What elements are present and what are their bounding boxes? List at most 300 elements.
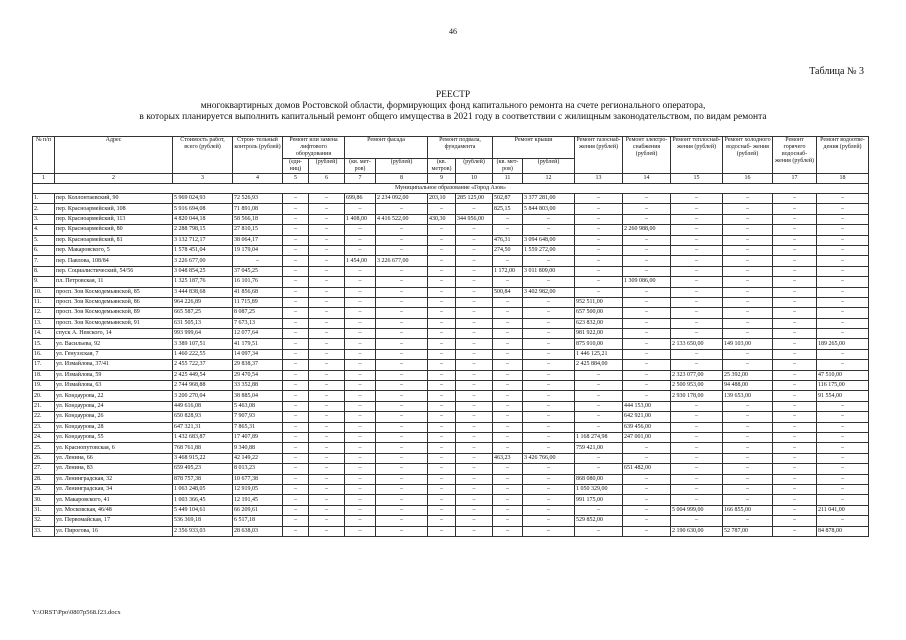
value-cell: – (309, 349, 345, 359)
value-cell: – (376, 235, 428, 245)
value-cell: 12 077,64 (233, 329, 283, 339)
table-row (33, 474, 869, 484)
value-cell: – (428, 474, 456, 484)
value-cell: – (493, 308, 523, 318)
value-cell: – (773, 401, 817, 411)
value-cell: – (817, 287, 869, 297)
header-gas: Ремонт газоснаб- жения (рублей) (575, 137, 623, 174)
address-cell: ул. Кондаурова, 55 (55, 432, 173, 442)
value-cell: – (345, 204, 376, 214)
value-cell: – (309, 287, 345, 297)
value-cell: – (376, 526, 428, 536)
value-cell: – (309, 256, 345, 266)
value-cell: 623 832,00 (575, 318, 623, 328)
value-cell: – (623, 505, 671, 515)
subheader-rub: (рублей) (376, 159, 428, 174)
value-cell: 6 517,18 (233, 516, 283, 526)
value-cell: – (456, 422, 493, 432)
value-cell: – (817, 277, 869, 287)
value-cell: 2 133 650,00 (671, 339, 723, 349)
value-cell: – (456, 204, 493, 214)
value-cell: – (817, 349, 869, 359)
header-roof: Ремонт крыши (493, 137, 575, 159)
value-cell: 3 389 107,51 (173, 339, 233, 349)
value-cell: – (493, 256, 523, 266)
value-cell: – (376, 287, 428, 297)
address-cell: пер. Социалистический, 54/56 (55, 266, 173, 276)
value-cell: – (309, 235, 345, 245)
value-cell: – (623, 495, 671, 505)
value-cell: – (309, 329, 345, 339)
value-cell: – (817, 266, 869, 276)
value-cell: – (493, 391, 523, 401)
value-cell: – (428, 266, 456, 276)
value-cell: – (671, 401, 723, 411)
value-cell: – (723, 266, 773, 276)
value-cell: – (493, 443, 523, 453)
value-cell: – (309, 225, 345, 235)
value-cell: – (233, 256, 283, 266)
value-cell: 9 340,88 (233, 443, 283, 453)
value-cell: 7 673,13 (233, 318, 283, 328)
value-cell: 1 578 451,04 (173, 245, 233, 255)
value-cell: – (309, 453, 345, 463)
value-cell: – (523, 412, 575, 422)
value-cell: – (773, 391, 817, 401)
value-cell: 66 209,61 (233, 505, 283, 515)
value-cell: – (723, 204, 773, 214)
value-cell: 981 922,00 (575, 329, 623, 339)
value-cell: – (376, 422, 428, 432)
value-cell: 5 004 999,00 (671, 505, 723, 515)
address-cell: ул. Пирогова, 16 (55, 526, 173, 536)
value-cell: 1 559 272,00 (523, 245, 575, 255)
value-cell: – (456, 412, 493, 422)
value-cell: – (456, 453, 493, 463)
value-cell: – (309, 495, 345, 505)
row-number-cell: 3. (33, 214, 55, 224)
address-cell: ул. Измайлова, 37/41 (55, 360, 173, 370)
value-cell: – (345, 245, 376, 255)
column-number: 6 (309, 174, 345, 184)
column-number: 14 (623, 174, 671, 184)
value-cell: – (309, 516, 345, 526)
address-cell: ул. Ленинградская, 32 (55, 474, 173, 484)
value-cell: 500,84 (493, 287, 523, 297)
address-cell: пер. Красноармейский, 108 (55, 204, 173, 214)
value-cell: – (623, 391, 671, 401)
value-cell: 3 011 809,00 (523, 266, 575, 276)
value-cell: – (456, 474, 493, 484)
value-cell: – (345, 370, 376, 380)
value-cell: 41 856,68 (233, 287, 283, 297)
value-cell: – (376, 339, 428, 349)
value-cell: – (575, 412, 623, 422)
value-cell: – (493, 318, 523, 328)
value-cell: – (345, 453, 376, 463)
value-cell: – (671, 474, 723, 484)
value-cell: – (493, 339, 523, 349)
value-cell: – (623, 194, 671, 204)
value-cell: – (671, 245, 723, 255)
value-cell: – (345, 484, 376, 494)
value-cell: – (817, 443, 869, 453)
row-number-cell: 13. (33, 318, 55, 328)
address-cell: ул. Кондаурова, 28 (55, 422, 173, 432)
column-number: 13 (575, 174, 623, 184)
value-cell: – (671, 297, 723, 307)
section-title: Муниципальное образование «Город Азов» (33, 184, 869, 194)
value-cell: 8 087,25 (233, 308, 283, 318)
value-cell: – (283, 370, 309, 380)
value-cell: 1 408,00 (345, 214, 376, 224)
value-cell: – (456, 505, 493, 515)
value-cell: – (283, 516, 309, 526)
value-cell: – (345, 297, 376, 307)
value-cell: – (817, 401, 869, 411)
value-cell: 274,50 (493, 245, 523, 255)
value-cell: – (817, 412, 869, 422)
column-number: 3 (173, 174, 233, 184)
value-cell: 657 500,00 (575, 308, 623, 318)
header-elec: Ремонт электро- снабжения (рублей) (623, 137, 671, 174)
value-cell: – (773, 495, 817, 505)
value-cell: 3 377 281,00 (523, 194, 575, 204)
value-cell: – (428, 526, 456, 536)
table-row (33, 329, 869, 339)
value-cell: 1 003 366,45 (173, 495, 233, 505)
value-cell: – (493, 401, 523, 411)
value-cell: – (817, 235, 869, 245)
value-cell: – (723, 297, 773, 307)
address-cell: просп. Зои Космодемьянской, 86 (55, 297, 173, 307)
value-cell: – (283, 297, 309, 307)
value-cell: 52 787,00 (723, 526, 773, 536)
section-row (33, 184, 869, 194)
value-cell: 12 919,05 (233, 484, 283, 494)
value-cell: – (456, 360, 493, 370)
value-cell: – (283, 401, 309, 411)
value-cell: 4 416 522,00 (376, 214, 428, 224)
column-number: 2 (55, 174, 173, 184)
row-number-cell: 20. (33, 391, 55, 401)
value-cell: – (283, 308, 309, 318)
value-cell: – (575, 391, 623, 401)
value-cell: – (428, 349, 456, 359)
value-cell: – (309, 412, 345, 422)
value-cell: – (309, 204, 345, 214)
value-cell: – (773, 287, 817, 297)
value-cell: – (376, 360, 428, 370)
value-cell: – (428, 245, 456, 255)
value-cell: – (376, 495, 428, 505)
value-cell: – (428, 505, 456, 515)
table-row (33, 225, 869, 235)
value-cell: – (309, 432, 345, 442)
column-number: 5 (283, 174, 309, 184)
value-cell: – (283, 464, 309, 474)
value-cell: – (345, 505, 376, 515)
value-cell: – (773, 277, 817, 287)
value-cell: – (671, 329, 723, 339)
value-cell: 2 356 933,03 (173, 526, 233, 536)
address-cell: ул. Кондаурова, 26 (55, 412, 173, 422)
value-cell: – (493, 370, 523, 380)
value-cell: – (623, 526, 671, 536)
column-number: 4 (233, 174, 283, 184)
value-cell: – (428, 484, 456, 494)
value-cell: – (456, 526, 493, 536)
value-cell: – (376, 464, 428, 474)
value-cell: – (376, 381, 428, 391)
value-cell: – (817, 516, 869, 526)
subheader-sqm: (кв. мет- ров) (345, 159, 376, 174)
value-cell: 875 910,00 (575, 339, 623, 349)
value-cell: – (283, 432, 309, 442)
value-cell: – (773, 235, 817, 245)
address-cell: пер. Красноармейский, 80 (55, 225, 173, 235)
value-cell: – (456, 277, 493, 287)
value-cell: 639 456,00 (623, 422, 671, 432)
value-cell: 58 566,18 (233, 214, 283, 224)
value-cell: – (773, 256, 817, 266)
value-cell: – (428, 516, 456, 526)
header-cold-water: Ремонт холодного водоснаб- жения (рублей) (723, 137, 773, 174)
value-cell: – (376, 401, 428, 411)
value-cell: – (493, 277, 523, 287)
value-cell: – (623, 308, 671, 318)
value-cell: 5 969 024,93 (173, 194, 233, 204)
value-cell: 825,15 (493, 204, 523, 214)
value-cell: 5 449 104,61 (173, 505, 233, 515)
value-cell: – (493, 381, 523, 391)
value-cell: – (773, 432, 817, 442)
table-row (33, 360, 869, 370)
table-row (33, 391, 869, 401)
value-cell: 878 757,38 (173, 474, 233, 484)
value-cell: – (623, 245, 671, 255)
value-cell: – (773, 308, 817, 318)
value-cell: – (309, 381, 345, 391)
value-cell: 166 855,00 (723, 505, 773, 515)
value-cell: – (523, 474, 575, 484)
value-cell: – (575, 194, 623, 204)
value-cell: – (309, 277, 345, 287)
value-cell: – (671, 204, 723, 214)
value-cell: – (723, 194, 773, 204)
value-cell: – (376, 391, 428, 401)
address-cell: ул. Кондаурова, 22 (55, 391, 173, 401)
value-cell: – (817, 256, 869, 266)
value-cell: – (345, 516, 376, 526)
page-number: 46 (449, 27, 457, 36)
value-cell: – (671, 277, 723, 287)
table-row (33, 245, 869, 255)
value-cell: 444 153,00 (623, 401, 671, 411)
value-cell: – (523, 464, 575, 474)
value-cell: – (283, 329, 309, 339)
value-cell: – (428, 256, 456, 266)
address-cell: ул. Ленина, 83 (55, 464, 173, 474)
table-row (33, 204, 869, 214)
value-cell: – (523, 505, 575, 515)
table-row (33, 370, 869, 380)
value-cell: – (523, 526, 575, 536)
value-cell: – (376, 318, 428, 328)
value-cell: – (493, 214, 523, 224)
value-cell: – (345, 391, 376, 401)
address-cell: ул. Ленина, 66 (55, 453, 173, 463)
table-row (33, 339, 869, 349)
column-number: 7 (345, 174, 376, 184)
value-cell: 139 653,00 (723, 391, 773, 401)
value-cell: – (309, 505, 345, 515)
value-cell: 651 482,00 (623, 464, 671, 474)
value-cell: – (428, 329, 456, 339)
value-cell: – (376, 505, 428, 515)
value-cell: – (671, 214, 723, 224)
value-cell: – (309, 526, 345, 536)
row-number-cell: 17. (33, 360, 55, 370)
value-cell: 10 677,38 (233, 474, 283, 484)
value-cell: – (283, 245, 309, 255)
value-cell: – (428, 422, 456, 432)
subheader-sqm: (кв. мет- ров) (493, 159, 523, 174)
value-cell: – (523, 214, 575, 224)
value-cell: – (345, 464, 376, 474)
value-cell: 5 844 803,00 (523, 204, 575, 214)
value-cell: 7 865,31 (233, 422, 283, 432)
value-cell: 189 265,00 (817, 339, 869, 349)
value-cell: – (309, 401, 345, 411)
value-cell: – (723, 495, 773, 505)
value-cell: – (671, 422, 723, 432)
header-num: № п/п (33, 137, 55, 174)
value-cell: 1 063 248,05 (173, 484, 233, 494)
value-cell: 991 175,00 (575, 495, 623, 505)
value-cell: – (671, 256, 723, 266)
value-cell: – (456, 287, 493, 297)
value-cell: – (523, 318, 575, 328)
value-cell: – (671, 194, 723, 204)
value-cell: – (575, 287, 623, 297)
value-cell: – (523, 401, 575, 411)
value-cell: – (493, 412, 523, 422)
value-cell: – (773, 474, 817, 484)
row-number-cell: 16. (33, 349, 55, 359)
value-cell: 1 446 125,21 (575, 349, 623, 359)
value-cell: – (345, 401, 376, 411)
table-row (33, 505, 869, 515)
value-cell: – (773, 381, 817, 391)
value-cell: 647 321,31 (173, 422, 233, 432)
value-cell: 2 425 449,54 (173, 370, 233, 380)
row-number-cell: 7. (33, 256, 55, 266)
value-cell: – (723, 235, 773, 245)
value-cell: – (723, 349, 773, 359)
value-cell: – (817, 214, 869, 224)
header-control: Строи- тельный контроль (рублей) (233, 137, 283, 174)
value-cell: – (671, 235, 723, 245)
table-row (33, 432, 869, 442)
row-number-cell: 9. (33, 277, 55, 287)
value-cell: – (817, 194, 869, 204)
value-cell: – (773, 266, 817, 276)
value-cell: – (773, 370, 817, 380)
value-cell: – (773, 339, 817, 349)
value-cell: – (309, 266, 345, 276)
value-cell: – (575, 422, 623, 432)
value-cell: 2 260 988,00 (623, 225, 671, 235)
value-cell: – (723, 245, 773, 255)
value-cell: 2 288 798,15 (173, 225, 233, 235)
value-cell: – (309, 318, 345, 328)
value-cell: – (817, 225, 869, 235)
value-cell: 659 495,23 (173, 464, 233, 474)
column-number: 8 (376, 174, 428, 184)
value-cell: – (575, 256, 623, 266)
address-cell: пл. Петровская, 11 (55, 277, 173, 287)
value-cell: – (376, 432, 428, 442)
value-cell: 3 444 838,68 (173, 287, 233, 297)
value-cell: – (723, 214, 773, 224)
value-cell: – (523, 381, 575, 391)
value-cell: – (283, 391, 309, 401)
value-cell: – (428, 391, 456, 401)
value-cell: – (723, 401, 773, 411)
value-cell: – (345, 443, 376, 453)
value-cell: – (376, 266, 428, 276)
value-cell: – (428, 432, 456, 442)
value-cell: 2 930 178,00 (671, 391, 723, 401)
value-cell: – (376, 204, 428, 214)
value-cell: – (575, 453, 623, 463)
value-cell: – (723, 225, 773, 235)
value-cell: – (309, 370, 345, 380)
value-cell: – (428, 453, 456, 463)
value-cell: 3 094 648,00 (523, 235, 575, 245)
value-cell: 2 455 722,37 (173, 360, 233, 370)
value-cell: 285 125,00 (456, 194, 493, 204)
value-cell: – (671, 287, 723, 297)
value-cell: – (309, 391, 345, 401)
value-cell: – (493, 422, 523, 432)
value-cell: 430,30 (428, 214, 456, 224)
value-cell: 94 488,00 (723, 381, 773, 391)
value-cell: – (723, 443, 773, 453)
value-cell: – (575, 225, 623, 235)
value-cell: 529 852,00 (575, 516, 623, 526)
value-cell: 536 369,18 (173, 516, 233, 526)
value-cell: 116 175,00 (817, 381, 869, 391)
value-cell: – (283, 505, 309, 515)
value-cell: – (345, 474, 376, 484)
table-row (33, 349, 869, 359)
value-cell: 27 810,15 (233, 225, 283, 235)
table-row (33, 401, 869, 411)
value-cell: 38 885,04 (233, 391, 283, 401)
value-cell: – (817, 318, 869, 328)
header-sewer: Ремонт водоотве- дения (рублей) (817, 137, 869, 174)
value-cell: – (773, 204, 817, 214)
value-cell: – (723, 360, 773, 370)
row-number-cell: 29. (33, 484, 55, 494)
column-number: 16 (723, 174, 773, 184)
value-cell: – (523, 443, 575, 453)
value-cell: – (575, 266, 623, 276)
column-number: 17 (773, 174, 817, 184)
value-cell: – (575, 370, 623, 380)
